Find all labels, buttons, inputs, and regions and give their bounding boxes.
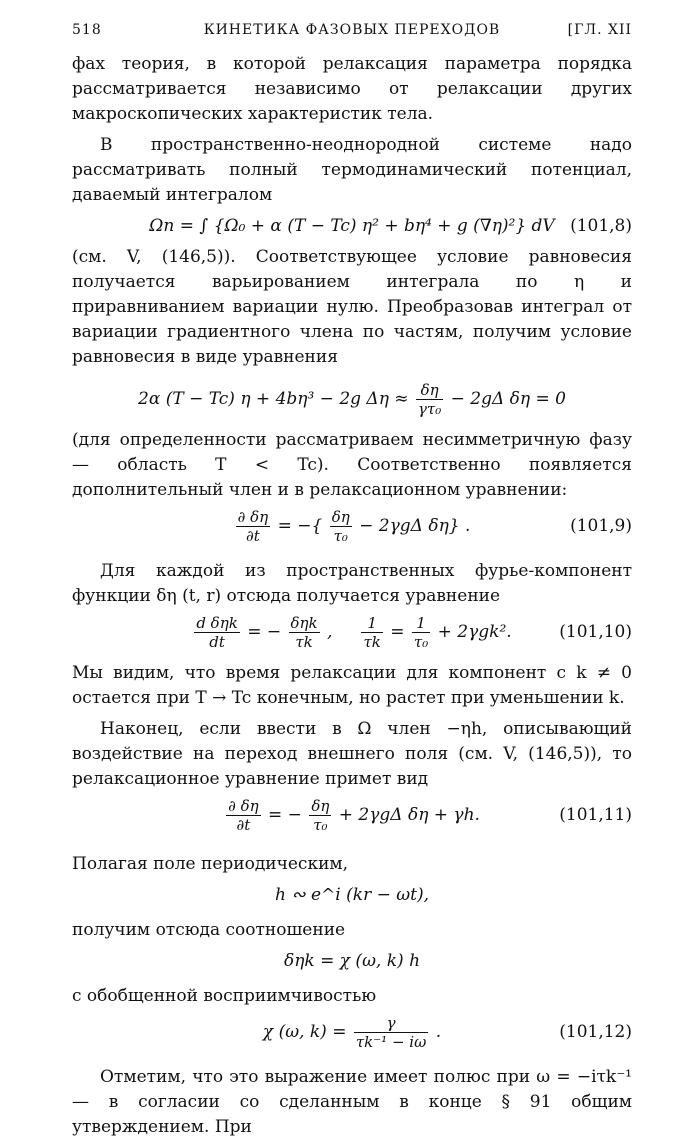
fraction bbox=[412, 614, 430, 651]
equation-101-9 bbox=[72, 503, 632, 549]
fraction bbox=[289, 614, 320, 651]
paragraph-9: получим отсюда соотношение bbox=[72, 920, 346, 940]
numerator: ∂ δη bbox=[228, 797, 259, 815]
numerator: δη bbox=[416, 381, 443, 400]
equation-101-10 bbox=[72, 609, 632, 655]
numerator: 1 bbox=[412, 614, 430, 633]
equation-number: (101,9) bbox=[570, 516, 632, 536]
page-header bbox=[72, 22, 632, 46]
equation-101-11 bbox=[72, 792, 632, 838]
paragraph-4: (для определенности рассматриваем несимметричную фазу — область T < Tc). Соответственно появляется дополнительный член и в релаксационном уравнении: bbox=[72, 430, 632, 500]
fraction bbox=[361, 614, 382, 651]
eq-part: = − bbox=[247, 622, 282, 642]
chapter-label: [ГЛ. XII bbox=[567, 22, 632, 38]
eq-part: + 2γgΔ δη + γh. bbox=[338, 805, 480, 825]
paragraph-6: Мы видим, что время релаксации для компонент с k ≠ 0 остается при T → Tc конечным, но растет при уменьшении k. bbox=[72, 663, 632, 708]
denominator: γτ₀ bbox=[417, 400, 442, 418]
eq-part: − 2gΔ δη = 0 bbox=[450, 389, 566, 409]
equation-number: (101,12) bbox=[559, 1022, 632, 1042]
equation-101-8-body: Ωп = ∫ {Ω₀ + α (T − Tc) η² + bη⁴ + g (∇η)²} dV bbox=[149, 216, 555, 236]
equation-periodic-field bbox=[72, 883, 632, 908]
eq-part: , bbox=[327, 622, 333, 642]
numerator: δη bbox=[331, 508, 350, 526]
running-title: КИНЕТИКА ФАЗОВЫХ ПЕРЕХОДОВ bbox=[203, 22, 501, 38]
numerator: γ bbox=[354, 1014, 428, 1033]
eq-part: h ∾ e^i (kr − ωt), bbox=[275, 885, 429, 905]
paragraph-7: Наконец, если ввести в Ω член −ηh, описывающий воздействие на переход внешнего поля (см. V, (146,5)), то релаксационное уравнение примет вид bbox=[72, 719, 632, 789]
eq-part: δηk = χ (ω, k) h bbox=[283, 951, 421, 971]
fraction bbox=[194, 614, 239, 651]
paragraph-1: фах теория, в которой релаксация параметра порядка рассматривается независимо от релаксации других макроскопических характеристик тела. bbox=[72, 54, 632, 124]
equation-number: (101,10) bbox=[559, 622, 632, 642]
denominator: τ₀ bbox=[313, 816, 328, 834]
fraction bbox=[236, 508, 271, 545]
numerator: d δηk bbox=[196, 614, 238, 632]
numerator: ∂ δη bbox=[237, 508, 269, 526]
numerator: 1 bbox=[361, 614, 382, 633]
eq-part: = bbox=[390, 622, 405, 642]
eq-part: . bbox=[435, 1022, 442, 1042]
equation-101-12 bbox=[72, 1009, 632, 1055]
denominator: ∂t bbox=[246, 527, 260, 545]
eq-part: − 2γgΔ δη} . bbox=[359, 516, 471, 536]
fraction bbox=[309, 797, 331, 834]
denominator: τk bbox=[363, 633, 381, 651]
eq-part: = − bbox=[268, 805, 302, 825]
book-page bbox=[72, 22, 632, 1140]
paragraph-5: Для каждой из пространственных фурье-компонент функции δη (t, r) отсюда получается уравнение bbox=[72, 561, 632, 606]
eq-part: + 2γgk². bbox=[437, 622, 512, 642]
equation-number: (101,8) bbox=[570, 216, 632, 236]
denominator: ∂t bbox=[236, 816, 251, 834]
fraction bbox=[226, 797, 261, 834]
numerator: δηk bbox=[290, 614, 318, 632]
fraction bbox=[330, 508, 352, 545]
paragraph-10: с обобщенной восприимчивостью bbox=[72, 986, 377, 1006]
eq-part: = −{ bbox=[277, 516, 323, 536]
fraction bbox=[416, 381, 443, 418]
denominator: τk bbox=[295, 633, 313, 651]
denominator: τk⁻¹ − iω bbox=[355, 1033, 427, 1051]
paragraph-2: В пространственно-неоднородной системе надо рассматривать полный термодинамический потенциал, даваемый интегралом bbox=[72, 135, 632, 205]
equation-response bbox=[72, 949, 632, 974]
paragraph-3: (см. V, (146,5)). Соответствующее условие равновесия получается варьированием интеграла по η и приравниванием вариации нулю. Преобразовав интеграл от вариации градиентного члена по частям, получим условие равновесия в виде уравнения bbox=[72, 247, 632, 367]
eq-part: χ (ω, k) = bbox=[262, 1022, 347, 1042]
denominator: τ₀ bbox=[413, 633, 429, 651]
denominator: τ₀ bbox=[333, 527, 348, 545]
equation-equilibrium bbox=[72, 376, 632, 422]
equation-101-8 bbox=[72, 214, 632, 239]
paragraph-11: Отметим, что это выражение имеет полюс при ω = −iτk⁻¹ — в согласии со сделанным в конце § 91 общим утверждением. При bbox=[72, 1067, 632, 1137]
eq-part: 2α (T − Tc) η + 4bη³ − 2g Δη ≈ bbox=[138, 389, 409, 409]
numerator: δη bbox=[311, 797, 330, 815]
fraction bbox=[354, 1014, 428, 1051]
page-number: 518 bbox=[72, 22, 102, 38]
denominator: dt bbox=[209, 633, 225, 651]
equation-number: (101,11) bbox=[559, 805, 632, 825]
paragraph-8: Полагая поле периодическим, bbox=[72, 854, 349, 874]
